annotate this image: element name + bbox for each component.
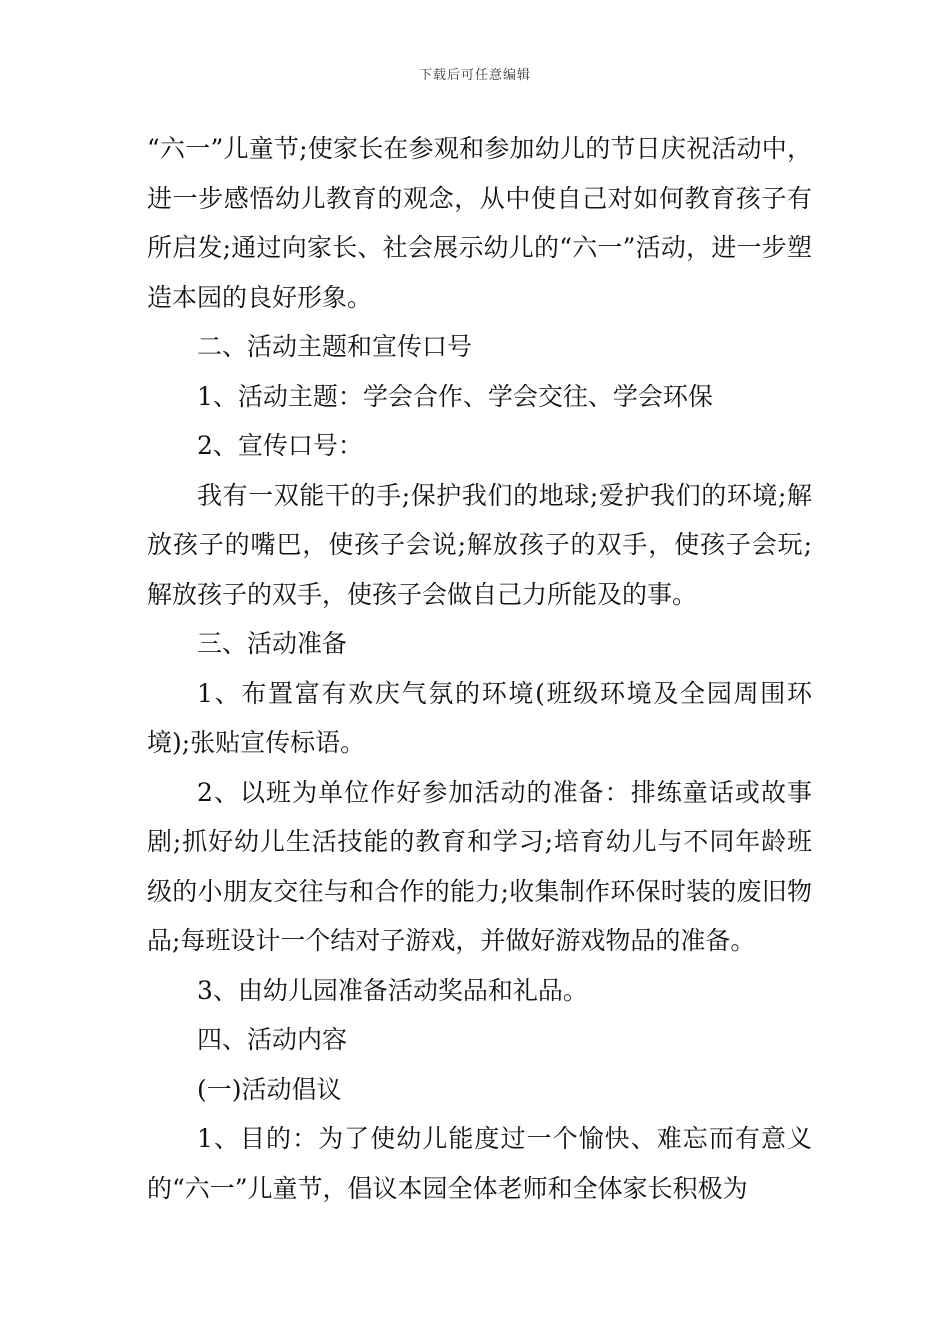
paragraph: 1、目的：为了使幼儿能度过一个愉快、难忘而有意义的“六一”儿童节，倡议本园全体老师和全体家长积极为 [147, 1124, 812, 1203]
section-heading: 三、活动准备 [197, 629, 348, 658]
paragraph: 2、宣传口号： [197, 431, 363, 460]
paragraph: 1、布置富有欢庆气氛的环境(班级环境及全园周围环境);张贴宣传标语。 [147, 678, 812, 757]
section-heading: 二、活动主题和宣传口号 [197, 332, 473, 361]
paragraph: 2、以班为单位作好参加活动的准备：排练童话或故事剧;抓好幼儿生活技能的教育和学习;培育幼儿与不同年龄班级的小朋友交往与和合作的能力;收集制作环保时装的废旧物品;每班设计一个结对子游戏，并做好游戏物品的准备。 [147, 777, 812, 955]
paragraph: 我有一双能干的手;保护我们的地球;爱护我们的环境;解放孩子的嘴巴，使孩子会说;解放孩子的双手，使孩子会玩;解放孩子的双手，使孩子会做自己力所能及的事。 [147, 480, 812, 609]
section-heading: 四、活动内容 [197, 1025, 348, 1054]
paragraph: “六一”儿童节;使家长在参观和参加幼儿的节日庆祝活动中，进一步感悟幼儿教育的观念，从中使自己对如何教育孩子有所启发;通过向家长、社会展示幼儿的“六一”活动，进一步塑造本园的良好形象。 [147, 134, 812, 312]
page-header: 下载后可任意编辑 [418, 68, 531, 83]
paragraph: 3、由幼儿园准备活动奖品和礼品。 [197, 975, 588, 1005]
paragraph: 1、活动主题：学会合作、学会交往、学会环保 [197, 381, 713, 411]
document-body [147, 124, 812, 1213]
subsection-heading: (一)活动倡议 [197, 1074, 342, 1104]
